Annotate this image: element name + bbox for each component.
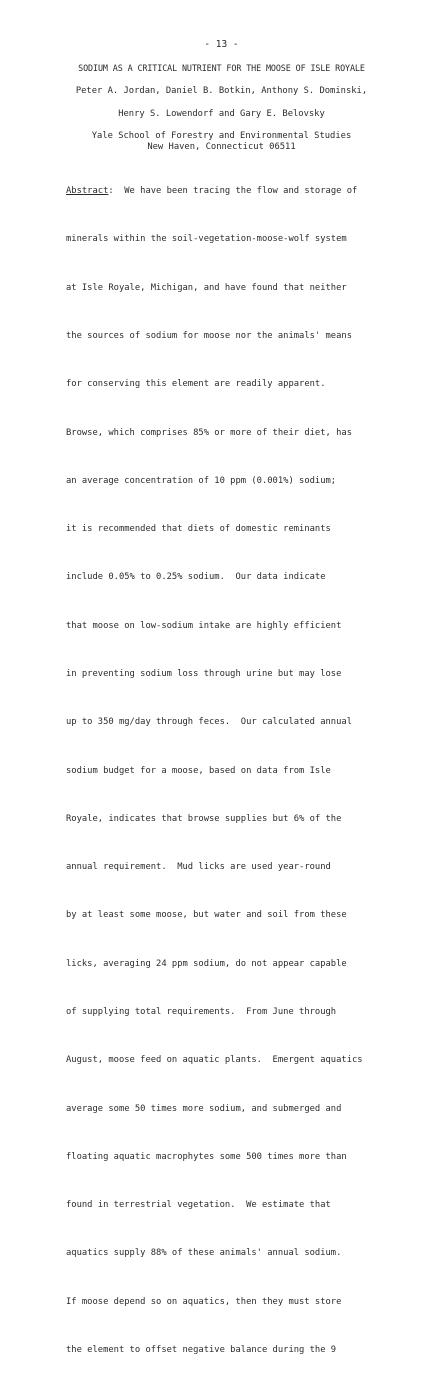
authors-line-1: Peter A. Jordan, Daniel B. Botkin, Anthony S. Dominski, [75,86,368,96]
abstract-line: If moose depend so on aquatics, then they must store [66,1296,342,1307]
abstract-line: in preventing sodium loss through urine but may lose [66,669,342,679]
abstract-line: sodium budget for a moose, based on data from Isle [66,765,331,776]
abstract-first-line-text: : We have been tracing the flow and storage of [108,186,358,197]
paper-title: SODIUM AS A CRITICAL NUTRIENT FOR THE MOOSE OF ISLE ROYALE [78,63,365,73]
abstract-line: up to 350 mg/day through feces. Our calculated annual [66,717,352,728]
abstract-line: it is recommended that diets of domestic reminants [66,524,331,535]
page-number: - 13 - [204,39,239,50]
abstract-line: found in terrestrial vegetation. We estimate that [66,1200,331,1211]
abstract-line: licks, averaging 24 ppm sodium, do not appear capable [66,958,347,969]
abstract-line: aquatics supply 88% of these animals' annual sodium. [66,1248,342,1259]
abstract-body [66,151,396,1390]
abstract-line: by at least some moose, but water and soil from these [66,910,347,921]
abstract-line: minerals within the soil-vegetation-moose-wolf system [66,234,347,245]
abstract-line: August, moose feed on aquatic plants. Emergent aquatics [66,1055,363,1066]
affiliation-line-1: Yale School of Forestry and Environmental Studies [91,131,352,141]
abstract-line: an average concentration of 10 ppm (0.001%) sodium; [66,475,337,486]
abstract-line: Royale, indicates that browse supplies but 6% of the [66,813,342,824]
abstract-line: average some 50 times more sodium, and submerged and [66,1103,342,1114]
abstract-line: the sources of sodium for moose nor the animals' means [66,331,352,342]
abstract-line: at Isle Royale, Michigan, and have found that neither [66,282,347,293]
authors-line-2: Henry S. Lowendorf and Gary E. Belovsky [118,109,325,119]
abstract-line: that moose on low-sodium intake are highly efficient [66,620,342,631]
abstract-line: floating aquatic macrophytes some 500 times more than [66,1151,347,1162]
affiliation-line-2: New Haven, Connecticut 06511 [147,142,296,152]
abstract-line: Browse, which comprises 85% or more of their diet, has [66,427,352,438]
abstract-line: the element to offset negative balance during the 9 [66,1344,337,1355]
abstract-line: of supplying total requirements. From June through [66,1006,337,1017]
abstract-line: include 0.05% to 0.25% sodium. Our data indicate [66,572,326,583]
abstract-first-line [66,183,396,199]
abstract-label: Abstract [66,186,109,197]
abstract-line: for conserving this element are readily apparent. [66,379,326,390]
abstract-line: annual requirement. Mud licks are used year-round [66,862,331,873]
